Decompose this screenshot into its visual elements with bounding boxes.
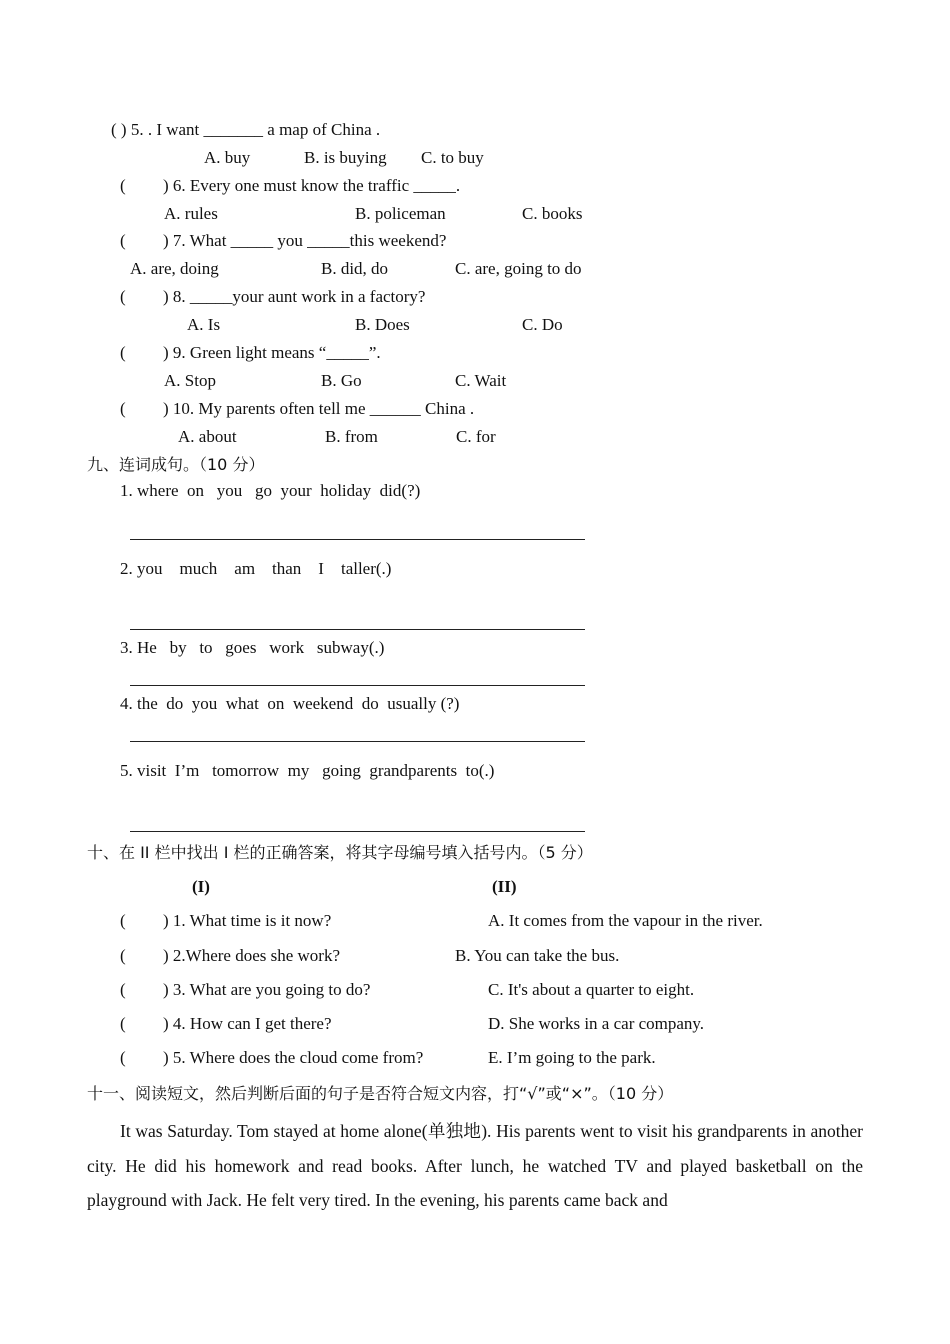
section9-title: 九、连词成句。（10 分） xyxy=(87,455,265,474)
q7-option-c: C. are, going to do xyxy=(455,259,582,278)
q9-option-c: C. Wait xyxy=(455,371,507,390)
q6-stem: ) 6. Every one must know the traffic _____. xyxy=(163,176,461,195)
q10-paren: ( xyxy=(120,399,126,418)
q8-option-c: C. Do xyxy=(522,315,563,334)
q7-stem: ) 7. What _____ you _____this weekend? xyxy=(163,231,447,250)
q7-paren: ( xyxy=(120,231,126,250)
q9-option-a: A. Stop xyxy=(164,371,216,390)
s10-paren-5: ( xyxy=(120,1048,126,1067)
section11-title: 十一、阅读短文，然后判断后面的句子是否符合短文内容，打“√”或“×”。（10 分） xyxy=(87,1084,674,1103)
col1-header: (I) xyxy=(192,877,210,896)
s10-answer-c: C. It's about a quarter to eight. xyxy=(488,980,695,999)
s9-answer-line-5[interactable] xyxy=(130,831,585,832)
q6-option-b: B. policeman xyxy=(355,204,446,223)
s9-item-2: 2. you much am than I taller(.) xyxy=(120,559,392,578)
reading-passage: It was Saturday. Tom stayed at home alone(单独地). His parents went to visit his grandparents in another city. He did his homework and read books. After lunch, he watched TV and played basketball on the playground with Jack. He felt very tired. In the evening, his parents came back and xyxy=(87,1121,863,1210)
q5-option-c: C. to buy xyxy=(421,148,484,167)
s10-paren-1: ( xyxy=(120,911,126,930)
q10-option-b: B. from xyxy=(325,427,378,446)
s10-answer-d: D. She works in a car company. xyxy=(488,1014,705,1033)
col2-header: (II) xyxy=(492,877,517,896)
s10-paren-2: ( xyxy=(120,946,126,965)
s9-answer-line-3[interactable] xyxy=(130,685,585,686)
s9-answer-line-4[interactable] xyxy=(130,741,585,742)
q9-option-b: B. Go xyxy=(321,371,362,390)
s10-paren-3: ( xyxy=(120,980,126,999)
q8-stem: ) 8. _____your aunt work in a factory? xyxy=(163,287,426,306)
q5-option-a: A. buy xyxy=(204,148,251,167)
s10-paren-4: ( xyxy=(120,1014,126,1033)
s9-item-1: 1. where on you go your holiday did(?) xyxy=(120,481,421,500)
q10-stem: ) 10. My parents often tell me ______ China . xyxy=(163,399,475,418)
s9-item-4: 4. the do you what on weekend do usually (?) xyxy=(120,694,460,713)
q10-option-c: C. for xyxy=(456,427,496,446)
q5-stem: ( ) 5. . I want _______ a map of China . xyxy=(111,120,381,139)
s9-item-3: 3. He by to goes work subway(.) xyxy=(120,638,385,657)
q10-option-a: A. about xyxy=(178,427,237,446)
s10-question-5: ) 5. Where does the cloud come from? xyxy=(163,1048,424,1067)
q5-option-b: B. is buying xyxy=(304,148,387,167)
q7-option-a: A. are, doing xyxy=(130,259,219,278)
s9-answer-line-2[interactable] xyxy=(130,629,585,630)
q8-paren: ( xyxy=(120,287,126,306)
s10-question-2: ) 2.Where does she work? xyxy=(163,946,341,965)
q7-option-b: B. did, do xyxy=(321,259,389,278)
q9-stem: ) 9. Green light means “_____”. xyxy=(163,343,381,362)
q9-paren: ( xyxy=(120,343,126,362)
s10-question-3: ) 3. What are you going to do? xyxy=(163,980,371,999)
q6-option-a: A. rules xyxy=(164,204,218,223)
q8-option-a: A. Is xyxy=(187,315,221,334)
q8-option-b: B. Does xyxy=(355,315,410,334)
q6-option-c: C. books xyxy=(522,204,583,223)
s9-answer-line-1[interactable] xyxy=(130,539,585,540)
s10-answer-a: A. It comes from the vapour in the river. xyxy=(488,911,763,930)
section10-title: 十、在 II 栏中找出 I 栏的正确答案，将其字母编号填入括号内。（5 分） xyxy=(87,843,593,862)
q6-paren: ( xyxy=(120,176,126,195)
s10-question-4: ) 4. How can I get there? xyxy=(163,1014,332,1033)
s10-question-1: ) 1. What time is it now? xyxy=(163,911,332,930)
s10-answer-b: B. You can take the bus. xyxy=(455,946,620,965)
s10-answer-e: E. I’m going to the park. xyxy=(488,1048,656,1067)
s9-item-5: 5. visit I’m tomorrow my going grandparents to(.) xyxy=(120,761,495,780)
